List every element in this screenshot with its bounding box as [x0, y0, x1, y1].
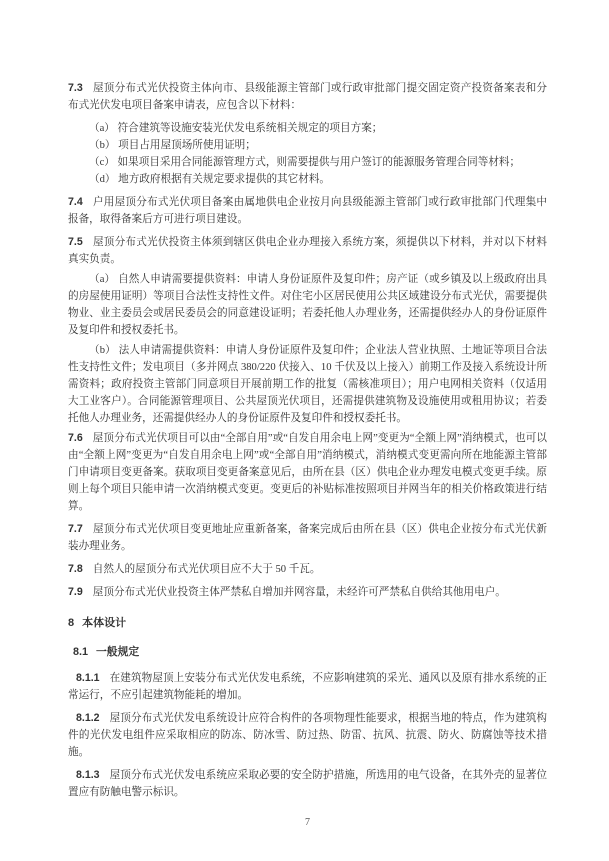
clause-7-5-text: 屋顶分布式光伏投资主体须到辖区供电企业办理接入系统方案，须提供以下材料，并对以下材料真实负责。	[68, 237, 547, 265]
section-8-1-number: 8.1	[73, 646, 89, 658]
clause-7-9-text: 屋顶分布式光伏业投资主体严禁私自增加并网容量，未经许可严禁私自供给其他用电户。	[92, 587, 506, 598]
clause-7-7	[68, 521, 547, 555]
clause-7-5-para-a: （a） 自然人申请需要提供资料：申请人身份证原件及复印件；房产证（或乡镇及以上级政府出具的房屋使用证明）等项目合法性支持性文件。对住宅小区居民使用公共区域建设分布式光伏，需要提供物业、业主委员会或居民委员会的同意建设证明；若委托他人办理业务，还需提供经办人的身份证原件及复印件和授权委托书。	[68, 274, 547, 336]
section-8-1-heading	[68, 644, 547, 661]
clause-8-1-3-number: 8.1.3	[76, 769, 100, 781]
clause-7-8-text: 自然人的屋顶分布式光伏项目应不大于 50 千瓦。	[92, 564, 321, 575]
clause-7-3-items	[68, 120, 547, 188]
clause-7-4	[68, 194, 547, 228]
clause-8-1-2	[68, 710, 547, 761]
section-8-1-title: 一般规定	[96, 646, 140, 658]
section-8-number: 8	[68, 617, 75, 629]
clause-8-1-3-text: 屋顶分布式光伏发电系统应采取必要的安全防护措施，所选用的电气设备，在其外壳的显著位置应有防触电警示标识。	[68, 770, 547, 798]
clause-7-3	[68, 80, 547, 114]
clause-8-1-2-text: 屋顶分布式光伏发电系统设计应符合构件的各项物理性能要求，根据当地的特点，作为建筑构件的光伏发电组件应采取相应的防冻、防冰雪、防过热、防雷、抗风、抗震、防火、防腐蚀等技术措施。	[68, 713, 547, 758]
clause-7-6-text: 屋顶分布式光伏项目可以由“全部自用”或“自发自用余电上网”变更为“全额上网”消纳模式，也可以由“全额上网”变更为“自发自用余电上网”或“全部自用”消纳模式，消纳模式变更需向所在地能源主管部门申请项目变更备案。获取项目变更备案意见后，由所在县（区）供电企业办理发电模式变更手续。原则上每个项目只能申请一次消纳模式变更。变更后的补贴标准按照项目并网当年的相关价格政策进行结算。	[68, 433, 547, 512]
clause-7-9	[68, 584, 547, 601]
list-item-b: （b） 项目占用屋顶场所使用证明；	[89, 140, 256, 151]
clause-7-5-number: 7.5	[68, 236, 83, 248]
clause-8-1-1	[68, 670, 547, 704]
clause-7-5-para-b: （b） 法人申请需提供资料：申请人身份证原件及复印件；企业法人营业执照、土地证等项目合法性支持性文件；发电项目（多并网点 380/220 伏接入、10 千伏及以上接入）前期工作及接入系统设计所需资料；政府投资主管部门同意项目开展前期工作的批复（需核准项目）；用户电网相关资料（仅适用大工业客户）。合同能源管理项目、公共屋顶光伏项目，还需提供建筑物及设施使用或租用协议；若委托他人办理业务，还需提供经办人的身份证原件及复印件和授权委托书。	[68, 345, 547, 424]
clause-7-4-text: 户用屋顶分布式光伏项目备案由属地供电企业按月向县级能源主管部门或行政审批部门代理集中报备，取得备案后方可进行项目建设。	[68, 197, 547, 225]
clause-7-3-number: 7.3	[68, 82, 83, 94]
list-item-c: （c） 如果项目采用合同能源管理方式，则需要提供与用户签订的能源服务管理合同等材料；	[89, 157, 521, 168]
clause-7-3-text: 屋顶分布式光伏投资主体向市、县级能源主管部门或行政审批部门提交固定资产投资备案表和分布式光伏发电项目备案申请表，应包含以下材料：	[68, 83, 547, 111]
clause-7-8-number: 7.8	[68, 563, 83, 575]
page-number: 7	[305, 817, 310, 828]
clause-7-8	[68, 561, 547, 578]
clause-8-1-2-number: 8.1.2	[76, 712, 100, 724]
list-item-d: （d） 地方政府根据有关规定要求提供的其它材料。	[89, 174, 331, 185]
clause-7-9-number: 7.9	[68, 586, 83, 598]
clause-7-6-number: 7.6	[68, 432, 83, 444]
section-8-heading	[68, 615, 547, 632]
clause-7-5	[68, 234, 547, 268]
clause-7-4-number: 7.4	[68, 196, 83, 208]
clause-8-1-3	[68, 767, 547, 801]
clause-8-1-1-number: 8.1.1	[76, 672, 100, 684]
clause-8-1-1-text: 在建筑物屋顶上安装分布式光伏发电系统，不应影响建筑的采光、通风以及原有排水系统的正常运行，不应引起建筑物能耗的增加。	[68, 673, 547, 701]
clause-7-7-number: 7.7	[68, 523, 83, 535]
list-item-a: （a） 符合建筑等设施安装光伏发电系统相关规定的项目方案；	[89, 123, 383, 134]
section-8-title: 本体设计	[82, 617, 127, 629]
clause-7-6	[68, 430, 547, 515]
clause-7-7-text: 屋顶分布式光伏项目变更地址应重新备案，备案完成后由所在县（区）供电企业按分布式光伏新装办理业务。	[68, 524, 547, 552]
